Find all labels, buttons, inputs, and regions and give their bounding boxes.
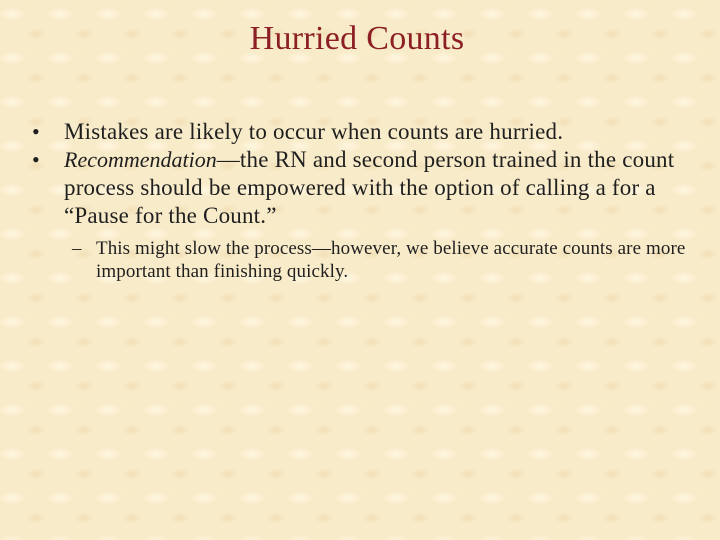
slide-body — [32, 118, 702, 283]
bullet-text: —the RN and second person trained in the count process should be empowered with the option of calling a for a “Pause for the Count.” — [64, 147, 675, 228]
sub-bullet-item — [32, 237, 702, 283]
bullet-text: Mistakes are likely to occur when counts are hurried. — [64, 119, 564, 144]
slide-title: Hurried Counts — [249, 20, 465, 57]
recommendation-label: Recommendation — [64, 147, 217, 172]
bullet-marker: • — [32, 119, 40, 144]
bullet-item — [32, 118, 702, 146]
bullet-marker: • — [32, 147, 40, 172]
sub-bullet-text: This might slow the process—however, we believe accurate counts are more important than finishing quickly. — [96, 238, 686, 282]
bullet-item — [32, 146, 702, 230]
sub-bullet-marker: – — [72, 238, 82, 259]
